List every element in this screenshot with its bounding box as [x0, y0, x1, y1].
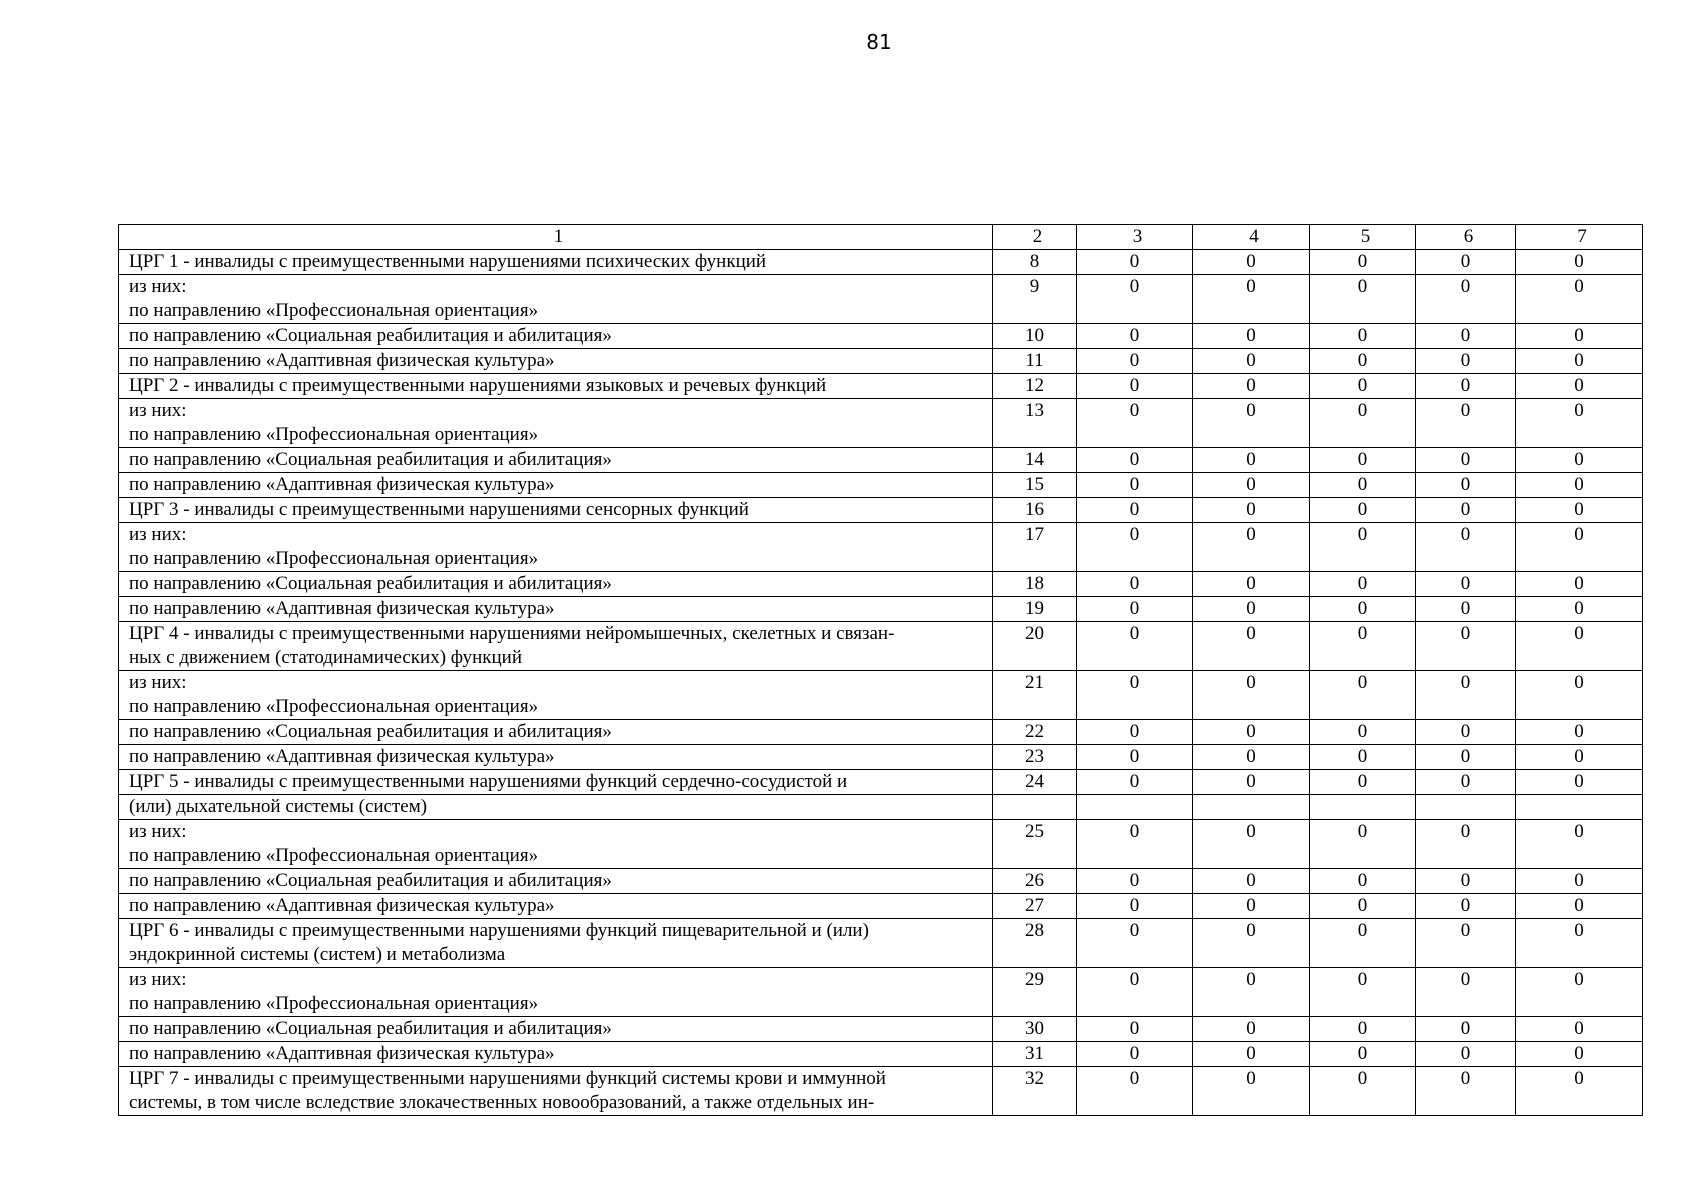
value-cell: 0 [1516, 498, 1643, 523]
row-label-line: по направлению «Социальная реабилитация и абилитация» [129, 1018, 612, 1039]
value-cell: 0 [1310, 869, 1416, 894]
value-cell: 0 [1310, 448, 1416, 473]
value-cell: 0 [1077, 1042, 1193, 1067]
table-row [119, 324, 1643, 349]
row-number-cell: 8 [993, 250, 1077, 275]
row-label [119, 671, 993, 720]
value-cell: 0 [1077, 745, 1193, 770]
value-cell: 0 [1193, 275, 1310, 324]
table-row [119, 374, 1643, 399]
table-row [119, 399, 1643, 448]
row-label-line: по направлению «Профессиональная ориентация» [129, 300, 539, 321]
row-label-line: по направлению «Социальная реабилитация и абилитация» [129, 870, 612, 891]
row-label [119, 622, 993, 671]
row-label [119, 448, 993, 473]
row-label-line: по направлению «Профессиональная ориентация» [129, 845, 539, 866]
value-cell: 0 [1310, 894, 1416, 919]
row-label [119, 572, 993, 597]
value-cell: 0 [1310, 968, 1416, 1017]
row-number-cell: 17 [993, 523, 1077, 572]
value-cell: 0 [1193, 473, 1310, 498]
row-label-line: ЦРГ 5 - инвалиды с преимущественными нарушениями функций сердечно-сосудистой и [129, 771, 848, 792]
value-cell: 0 [1310, 622, 1416, 671]
value-cell: 0 [1193, 919, 1310, 968]
row-number-cell: 29 [993, 968, 1077, 1017]
value-cell: 0 [1416, 869, 1516, 894]
value-cell: 0 [1416, 894, 1516, 919]
value-cell: 0 [1193, 572, 1310, 597]
value-cell: 0 [1416, 448, 1516, 473]
value-cell: 0 [1516, 523, 1643, 572]
row-label [119, 1042, 993, 1067]
value-cell: 0 [1310, 919, 1416, 968]
header-row [119, 225, 1643, 250]
header-cell: 1 [119, 225, 993, 250]
value-cell: 0 [1416, 374, 1516, 399]
value-cell: 0 [1310, 473, 1416, 498]
row-number-cell: 23 [993, 745, 1077, 770]
value-cell: 0 [1416, 473, 1516, 498]
value-cell: 0 [1310, 1042, 1416, 1067]
value-cell: 0 [1077, 894, 1193, 919]
value-cell: 0 [1193, 399, 1310, 448]
value-cell: 0 [1310, 572, 1416, 597]
value-cell: 0 [1516, 671, 1643, 720]
row-label [119, 324, 993, 349]
row-label [119, 498, 993, 523]
value-cell: 0 [1416, 572, 1516, 597]
value-cell: 0 [1516, 820, 1643, 869]
value-cell: 0 [1077, 473, 1193, 498]
row-label-line: ных с движением (статодинамических) функций [129, 647, 523, 668]
row-label-line: ЦРГ 7 - инвалиды с преимущественными нарушениями функций системы крови и иммунной [129, 1068, 886, 1089]
value-cell: 0 [1516, 622, 1643, 671]
row-label [119, 523, 993, 572]
value-cell: 0 [1193, 250, 1310, 275]
value-cell: 0 [1193, 894, 1310, 919]
value-cell: 0 [1416, 968, 1516, 1017]
row-number-cell: 13 [993, 399, 1077, 448]
value-cell: 0 [1416, 622, 1516, 671]
table-row [119, 770, 1643, 795]
value-cell: 0 [1516, 1067, 1643, 1116]
row-label-line: по направлению «Профессиональная ориентация» [129, 548, 539, 569]
value-cell: 0 [1077, 671, 1193, 720]
row-label [119, 399, 993, 448]
value-cell: 0 [1193, 720, 1310, 745]
value-cell: 0 [1516, 473, 1643, 498]
value-cell: 0 [1416, 1067, 1516, 1116]
value-cell: 0 [1516, 399, 1643, 448]
value-cell: 0 [1416, 597, 1516, 622]
value-cell: 0 [1310, 523, 1416, 572]
value-cell: 0 [1516, 349, 1643, 374]
table-row [119, 1067, 1643, 1116]
value-cell [1416, 795, 1516, 820]
value-cell: 0 [1077, 448, 1193, 473]
value-cell: 0 [1077, 250, 1193, 275]
row-number-cell: 32 [993, 1067, 1077, 1116]
value-cell: 0 [1416, 919, 1516, 968]
value-cell: 0 [1077, 523, 1193, 572]
value-cell: 0 [1516, 1017, 1643, 1042]
row-number-cell: 24 [993, 770, 1077, 795]
row-label-line: по направлению «Профессиональная ориентация» [129, 993, 539, 1014]
value-cell: 0 [1416, 770, 1516, 795]
value-cell: 0 [1077, 919, 1193, 968]
row-label-line: по направлению «Социальная реабилитация и абилитация» [129, 325, 612, 346]
value-cell: 0 [1310, 250, 1416, 275]
value-cell: 0 [1516, 919, 1643, 968]
value-cell: 0 [1310, 399, 1416, 448]
value-cell: 0 [1193, 597, 1310, 622]
value-cell: 0 [1310, 349, 1416, 374]
value-cell: 0 [1193, 671, 1310, 720]
table-row [119, 919, 1643, 968]
row-label-line: по направлению «Адаптивная физическая культура» [129, 474, 555, 495]
row-number-cell: 28 [993, 919, 1077, 968]
value-cell: 0 [1193, 968, 1310, 1017]
value-cell: 0 [1077, 1017, 1193, 1042]
value-cell: 0 [1193, 622, 1310, 671]
row-label [119, 1067, 993, 1116]
table-row [119, 1042, 1643, 1067]
row-number-cell: 10 [993, 324, 1077, 349]
value-cell: 0 [1416, 671, 1516, 720]
table-row [119, 1017, 1643, 1042]
table-row [119, 820, 1643, 869]
row-label-line: по направлению «Профессиональная ориентация» [129, 424, 539, 445]
value-cell: 0 [1416, 250, 1516, 275]
table-row [119, 720, 1643, 745]
row-label-line: по направлению «Адаптивная физическая культура» [129, 598, 555, 619]
header-cell: 7 [1516, 225, 1643, 250]
value-cell: 0 [1193, 448, 1310, 473]
value-cell: 0 [1193, 820, 1310, 869]
row-label-line: по направлению «Профессиональная ориентация» [129, 696, 539, 717]
row-label [119, 745, 993, 770]
row-label [119, 919, 993, 968]
value-cell: 0 [1193, 1017, 1310, 1042]
value-cell: 0 [1077, 622, 1193, 671]
row-label-line: по направлению «Социальная реабилитация и абилитация» [129, 573, 612, 594]
value-cell [1516, 795, 1643, 820]
value-cell: 0 [1416, 745, 1516, 770]
row-number-cell [993, 795, 1077, 820]
row-number-cell: 31 [993, 1042, 1077, 1067]
row-label [119, 894, 993, 919]
row-number-cell: 9 [993, 275, 1077, 324]
table-row [119, 250, 1643, 275]
row-label-line: (или) дыхательной системы (систем) [129, 796, 428, 817]
value-cell: 0 [1416, 720, 1516, 745]
value-cell: 0 [1077, 275, 1193, 324]
row-number-cell: 18 [993, 572, 1077, 597]
value-cell: 0 [1516, 572, 1643, 597]
row-label-line: из них: [129, 969, 187, 990]
value-cell: 0 [1516, 1042, 1643, 1067]
row-label [119, 597, 993, 622]
table-row [119, 894, 1643, 919]
row-label [119, 869, 993, 894]
row-label-line: по направлению «Адаптивная физическая культура» [129, 746, 555, 767]
row-label-line: из них: [129, 276, 187, 297]
page-number: 81 [866, 30, 892, 54]
row-label [119, 349, 993, 374]
row-label-line: ЦРГ 3 - инвалиды с преимущественными нарушениями сенсорных функций [129, 499, 749, 520]
row-label-line: из них: [129, 524, 187, 545]
row-number-cell: 22 [993, 720, 1077, 745]
value-cell: 0 [1193, 1042, 1310, 1067]
value-cell: 0 [1077, 770, 1193, 795]
data-table [118, 224, 1643, 1116]
header-cell: 6 [1416, 225, 1516, 250]
row-label [119, 770, 993, 795]
value-cell: 0 [1416, 1017, 1516, 1042]
table-row [119, 597, 1643, 622]
value-cell: 0 [1310, 1067, 1416, 1116]
value-cell: 0 [1077, 349, 1193, 374]
header-cell: 2 [993, 225, 1077, 250]
table-row [119, 572, 1643, 597]
value-cell: 0 [1310, 671, 1416, 720]
value-cell: 0 [1516, 324, 1643, 349]
value-cell: 0 [1516, 250, 1643, 275]
value-cell: 0 [1516, 894, 1643, 919]
row-label-line: из них: [129, 821, 187, 842]
table-row [119, 498, 1643, 523]
row-number-cell: 16 [993, 498, 1077, 523]
value-cell: 0 [1516, 968, 1643, 1017]
table-row [119, 448, 1643, 473]
row-number-cell: 30 [993, 1017, 1077, 1042]
value-cell: 0 [1077, 968, 1193, 1017]
table-row [119, 968, 1643, 1017]
value-cell: 0 [1193, 869, 1310, 894]
table-row [119, 745, 1643, 770]
value-cell: 0 [1310, 745, 1416, 770]
value-cell: 0 [1077, 324, 1193, 349]
row-label-line: ЦРГ 4 - инвалиды с преимущественными нарушениями нейромышечных, скелетных и связан- [129, 623, 895, 644]
value-cell: 0 [1193, 523, 1310, 572]
row-label [119, 968, 993, 1017]
value-cell: 0 [1516, 720, 1643, 745]
row-label-line: системы, в том числе вследствие злокачественных новообразований, а также отдельных ин- [129, 1092, 875, 1113]
table-row [119, 275, 1643, 324]
value-cell: 0 [1516, 448, 1643, 473]
value-cell: 0 [1416, 324, 1516, 349]
table-row [119, 473, 1643, 498]
value-cell [1193, 795, 1310, 820]
value-cell: 0 [1077, 498, 1193, 523]
header-cell: 3 [1077, 225, 1193, 250]
value-cell: 0 [1516, 745, 1643, 770]
value-cell: 0 [1516, 374, 1643, 399]
value-cell: 0 [1077, 399, 1193, 448]
value-cell: 0 [1516, 597, 1643, 622]
value-cell [1310, 795, 1416, 820]
row-label [119, 795, 993, 820]
row-label-line: эндокринной системы (систем) и метаболизма [129, 944, 506, 965]
row-number-cell: 12 [993, 374, 1077, 399]
value-cell: 0 [1310, 374, 1416, 399]
value-cell: 0 [1077, 572, 1193, 597]
row-number-cell: 20 [993, 622, 1077, 671]
value-cell: 0 [1077, 597, 1193, 622]
row-label-line: из них: [129, 400, 187, 421]
value-cell: 0 [1310, 597, 1416, 622]
value-cell: 0 [1193, 1067, 1310, 1116]
row-number-cell: 15 [993, 473, 1077, 498]
value-cell: 0 [1516, 770, 1643, 795]
row-label [119, 820, 993, 869]
value-cell: 0 [1416, 399, 1516, 448]
value-cell: 0 [1310, 324, 1416, 349]
row-label-line: по направлению «Адаптивная физическая культура» [129, 895, 555, 916]
row-label-line: по направлению «Социальная реабилитация и абилитация» [129, 721, 612, 742]
table-row [119, 622, 1643, 671]
value-cell: 0 [1416, 349, 1516, 374]
table-row [119, 671, 1643, 720]
row-label-line: ЦРГ 6 - инвалиды с преимущественными нарушениями функций пищеварительной и (или) [129, 920, 869, 941]
value-cell: 0 [1310, 1017, 1416, 1042]
value-cell: 0 [1310, 720, 1416, 745]
value-cell: 0 [1077, 820, 1193, 869]
row-label [119, 250, 993, 275]
value-cell: 0 [1416, 498, 1516, 523]
table-row [119, 869, 1643, 894]
row-label [119, 473, 993, 498]
value-cell: 0 [1077, 720, 1193, 745]
value-cell: 0 [1193, 349, 1310, 374]
value-cell: 0 [1516, 275, 1643, 324]
value-cell: 0 [1416, 820, 1516, 869]
value-cell: 0 [1077, 1067, 1193, 1116]
value-cell [1077, 795, 1193, 820]
row-label [119, 374, 993, 399]
value-cell: 0 [1310, 770, 1416, 795]
row-number-cell: 14 [993, 448, 1077, 473]
table-row [119, 349, 1643, 374]
row-label [119, 1017, 993, 1042]
value-cell: 0 [1193, 374, 1310, 399]
row-number-cell: 11 [993, 349, 1077, 374]
value-cell: 0 [1416, 275, 1516, 324]
value-cell: 0 [1077, 374, 1193, 399]
value-cell: 0 [1416, 1042, 1516, 1067]
table-row [119, 795, 1643, 820]
value-cell: 0 [1077, 869, 1193, 894]
row-label-line: ЦРГ 1 - инвалиды с преимущественными нарушениями психических функций [129, 251, 767, 272]
value-cell: 0 [1416, 523, 1516, 572]
value-cell: 0 [1310, 275, 1416, 324]
value-cell: 0 [1310, 498, 1416, 523]
value-cell: 0 [1193, 770, 1310, 795]
row-number-cell: 26 [993, 869, 1077, 894]
row-label-line: ЦРГ 2 - инвалиды с преимущественными нарушениями языковых и речевых функций [129, 375, 827, 396]
header-cell: 4 [1193, 225, 1310, 250]
row-label-line: по направлению «Адаптивная физическая культура» [129, 350, 555, 371]
value-cell: 0 [1193, 498, 1310, 523]
table-row [119, 523, 1643, 572]
row-number-cell: 19 [993, 597, 1077, 622]
value-cell: 0 [1193, 745, 1310, 770]
header-cell: 5 [1310, 225, 1416, 250]
row-label-line: из них: [129, 672, 187, 693]
row-label [119, 720, 993, 745]
row-number-cell: 25 [993, 820, 1077, 869]
value-cell: 0 [1193, 324, 1310, 349]
row-label [119, 275, 993, 324]
row-number-cell: 27 [993, 894, 1077, 919]
row-label-line: по направлению «Социальная реабилитация и абилитация» [129, 449, 612, 470]
row-label-line: по направлению «Адаптивная физическая культура» [129, 1043, 555, 1064]
value-cell: 0 [1310, 820, 1416, 869]
row-number-cell: 21 [993, 671, 1077, 720]
value-cell: 0 [1516, 869, 1643, 894]
